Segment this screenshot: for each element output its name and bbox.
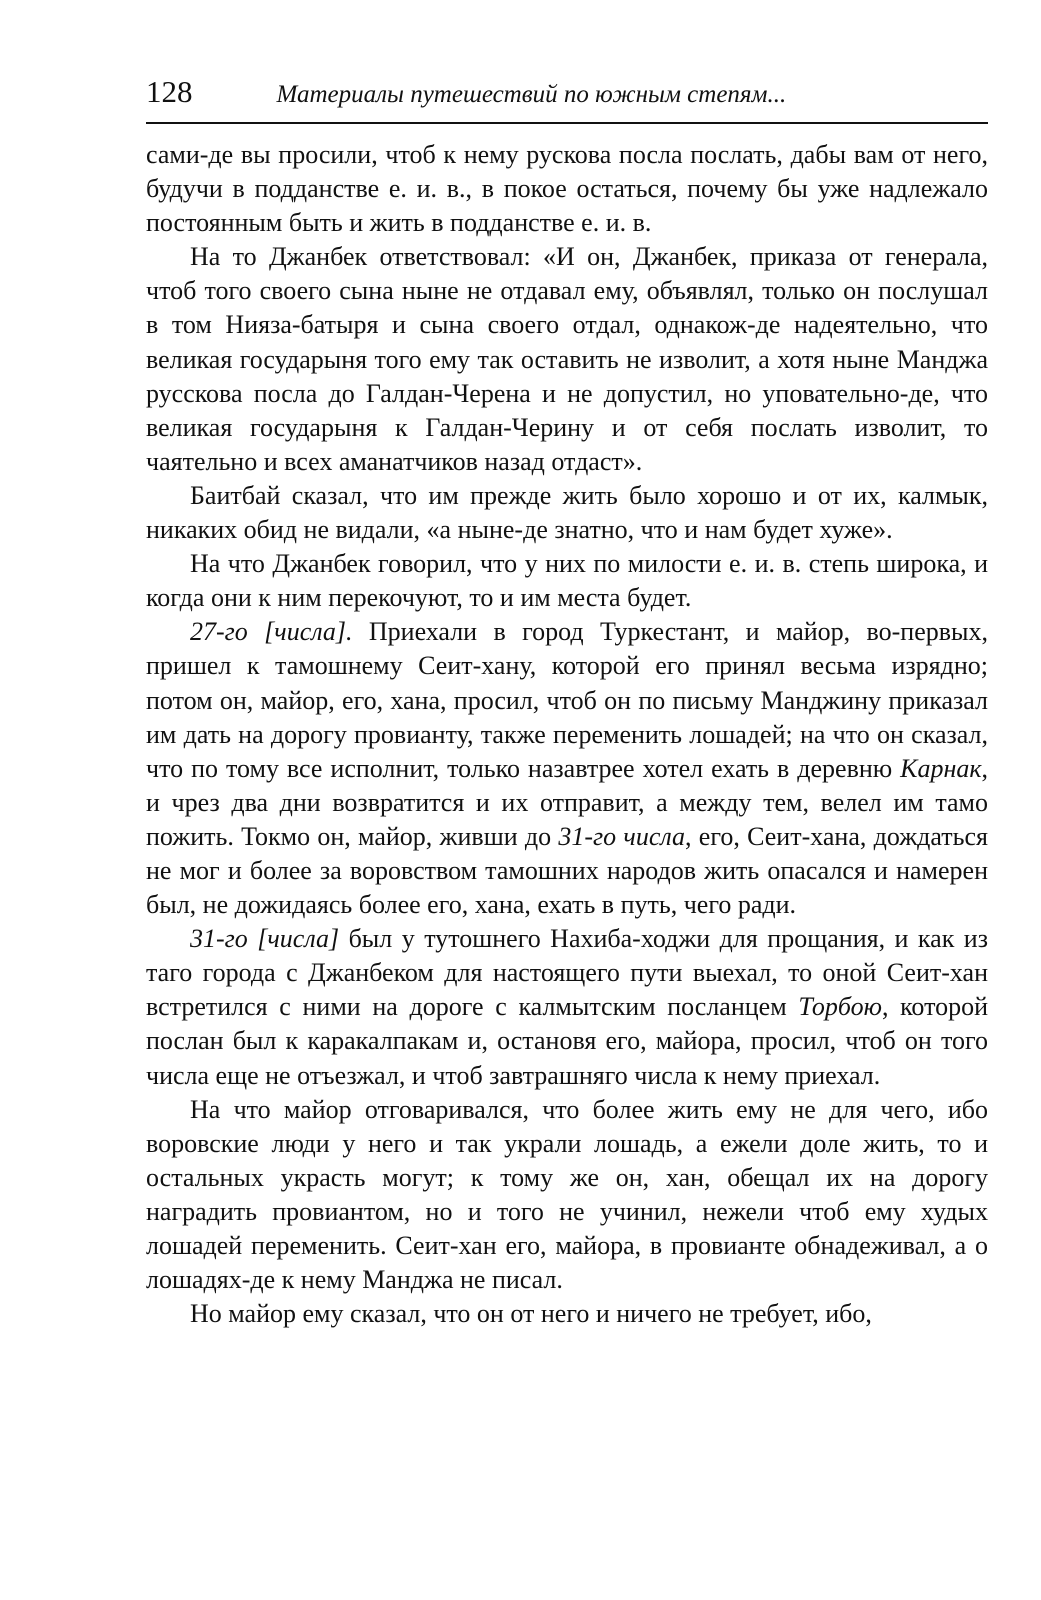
book-page [146, 74, 988, 1331]
text-span: На что Джанбек говорил, что у них по милости е. и. в. степь широка, и когда они к ним перекочуют, то и им места будет. [146, 549, 988, 613]
body-text [146, 138, 988, 1331]
person-name-torboyu: Торбою [798, 992, 882, 1022]
text-span: На что майор отговаривался, что более жить ему не для чего, ибо воровские люди у него и так украли лошадь, а ежели доле жить, то и остальных украсть могут; к тому же он, хан, обещал их на дорогу наградить провиантом, но и того не учинил, нежели чтоб ему худых лошадей переменить. Сеит-хан его, майора, в провианте обнадеживал, а о лошадях-де к нему Манджа не писал. [146, 1094, 988, 1295]
text-span: Баитбай сказал, что им прежде жить было хорошо и от их, калмык, никаких обид не видали, «а ныне-де знатно, что и нам будет хуже». [146, 480, 988, 545]
page-number: 128 [146, 74, 193, 109]
text-span: был у тутошнего Нахиба-ходжи для прощания, и как из таго города с Джанбеком для настоящего пути выехал, то оной Сеит-хан встретился с ними на дороге с калмытским посланцем [146, 924, 988, 1022]
text-span: Приехали в город Туркестант, и майор, во-первых, пришел к тамошнему Сеит-хану, которой его принял весьма изрядно; потом он, майор, его, хана, просил, чтоб он по письму Манджину приказал им дать на дорогу провианту, также переменить лошадей; на что он сказал, что по тому все исполнит, только назавтрее хотел ехать в деревню [146, 617, 988, 783]
paragraph-2 [146, 240, 988, 479]
date-reference-31: 31-го числа [558, 821, 686, 851]
place-name-karnak: Карнак [900, 753, 982, 783]
text-span: , и чрез два дни возвратится и их отправит, а между тем, велел им тамо пожить. Токмо он, майор, живши до [146, 753, 988, 851]
date-label-27: 27-го [числа]. [190, 617, 353, 647]
date-label-31: 31-го [числа] [190, 924, 340, 954]
running-title: Материалы путешествий по южным степям... [276, 81, 787, 108]
paragraph-8 [146, 1297, 988, 1331]
text-span: На то Джанбек ответствовал: «И он, Джанбек, приказа от генерала, чтоб того своего сына ныне не отдавал ему, объявлял, только он послушал в том Нияза-батыря и сына своего отдал, однакож-де надеятельно, что великая государыня того ему так оставить не изволит, а хотя ныне Манджа русскова посла до Галдан-Черена и не допустил, но уповательно-де, что великая государыня к Галдан-Черину и от себя послать изволит, то чаятельно и всех аманатчиков назад отдаст». [146, 242, 988, 476]
paragraph-7 [146, 1093, 988, 1298]
running-head [146, 74, 988, 124]
paragraph-4 [146, 547, 988, 615]
paragraph-3 [146, 479, 988, 547]
text-span: Но майор ему сказал, что он от него и ничего не требует, ибо, [190, 1299, 872, 1329]
text-span: , его, Сеит-хана, дождаться не мог и более за воровством тамошних народов жить опасался и намерен был, не дожидаясь более его, хана, ехать в путь, чего ради. [146, 821, 988, 920]
text-span: сами-де вы просили, чтоб к нему рускова посла послать, дабы вам от него, будучи в подданстве е. и. в., в покое остаться, почему бы уже надлежало постоянным быть и жить в подданстве е. и. в. [146, 140, 988, 238]
text-span: , которой послан был к каракалпакам и, остановя его, майора, просил, чтоб он того числа еще не отъезжал, и чтоб завтрашняго числа к нему приехал. [146, 992, 989, 1090]
paragraph-1 [146, 138, 988, 240]
paragraph-6 [146, 922, 988, 1092]
paragraph-5 [146, 615, 988, 922]
